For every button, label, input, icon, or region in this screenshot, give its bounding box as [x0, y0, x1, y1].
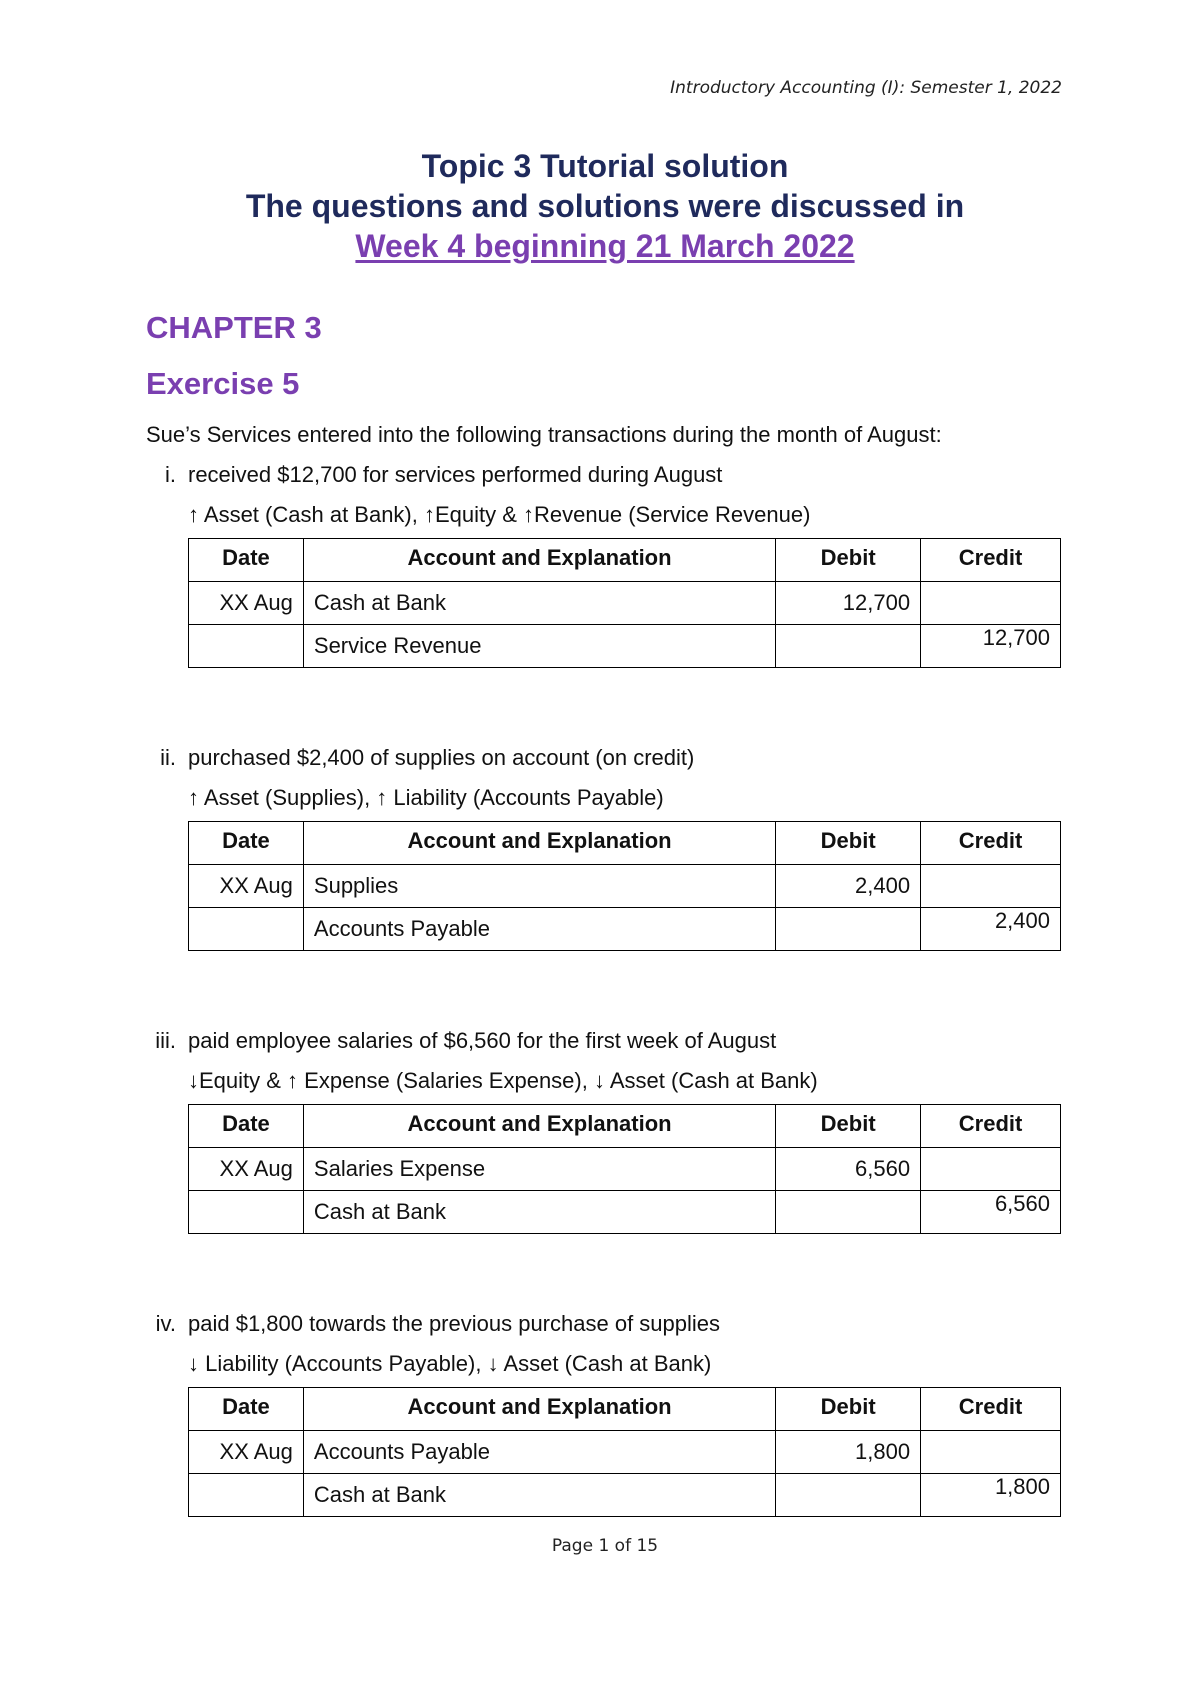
cell-credit — [921, 1148, 1061, 1191]
page-footer: Page 1 of 15 — [551, 1536, 659, 1556]
transaction-description — [146, 462, 1076, 488]
header-debit: Debit — [776, 1105, 921, 1148]
title-main: Topic 3 Tutorial solution — [421, 148, 789, 184]
table-row — [189, 1431, 1061, 1474]
cell-date: XX Aug — [189, 582, 304, 625]
cell-date — [189, 625, 304, 668]
header-date: Date — [189, 822, 304, 865]
cell-debit: 2,400 — [776, 865, 921, 908]
header-account: Account and Explanation — [303, 539, 775, 582]
cell-account: Salaries Expense — [303, 1148, 775, 1191]
table-row — [189, 908, 1061, 951]
transaction-number: iii. — [155, 1028, 176, 1053]
header-credit: Credit — [921, 539, 1061, 582]
cell-credit — [921, 865, 1061, 908]
running-header: Introductory Accounting (I): Semester 1, 2022 — [670, 78, 1062, 98]
header-debit: Debit — [776, 822, 921, 865]
header-debit: Debit — [776, 1388, 921, 1431]
header-credit: Credit — [921, 1105, 1061, 1148]
table-row — [189, 582, 1061, 625]
cell-account: Supplies — [303, 865, 775, 908]
transaction-effect: ↓ Liability (Accounts Payable), ↓ Asset (Cash at Bank) — [188, 1351, 712, 1376]
cell-credit: 1,800 — [921, 1474, 1061, 1517]
cell-credit: 6,560 — [921, 1191, 1061, 1234]
cell-credit: 2,400 — [921, 908, 1061, 951]
transaction-effect: ↑ Asset (Supplies), ↑ Liability (Accounts Payable) — [188, 785, 664, 810]
title-subtitle: The questions and solutions were discussed in — [245, 188, 965, 224]
header-credit: Credit — [921, 1388, 1061, 1431]
table-row — [189, 1148, 1061, 1191]
cell-credit — [921, 582, 1061, 625]
transaction-effect: ↓Equity & ↑ Expense (Salaries Expense), ↓ Asset (Cash at Bank) — [188, 1068, 818, 1093]
intro-text: Sue’s Services entered into the following transactions during the month of August: — [146, 422, 942, 447]
table-header-row — [189, 822, 1061, 865]
title-week-link[interactable]: Week 4 beginning 21 March 2022 — [355, 228, 855, 264]
cell-account: Accounts Payable — [303, 1431, 775, 1474]
table-row — [189, 865, 1061, 908]
cell-account: Cash at Bank — [303, 1474, 775, 1517]
cell-date — [189, 908, 304, 951]
cell-debit: 12,700 — [776, 582, 921, 625]
transaction-block — [146, 1311, 1076, 1517]
transaction-description — [146, 1311, 1076, 1337]
transaction-block — [146, 1028, 1076, 1234]
cell-date: XX Aug — [189, 1431, 304, 1474]
cell-credit — [921, 1431, 1061, 1474]
cell-account: Accounts Payable — [303, 908, 775, 951]
cell-account: Service Revenue — [303, 625, 775, 668]
header-debit: Debit — [776, 539, 921, 582]
cell-account: Cash at Bank — [303, 1191, 775, 1234]
transaction-block — [146, 462, 1076, 668]
transaction-block — [146, 745, 1076, 951]
cell-date — [189, 1191, 304, 1234]
cell-debit — [776, 1474, 921, 1517]
transaction-number: i. — [165, 462, 176, 487]
cell-account: Cash at Bank — [303, 582, 775, 625]
header-date: Date — [189, 1388, 304, 1431]
header-account: Account and Explanation — [303, 1388, 775, 1431]
transaction-text: paid employee salaries of $6,560 for the first week of August — [188, 1028, 777, 1053]
header-date: Date — [189, 539, 304, 582]
journal-table — [188, 821, 1061, 951]
journal-table — [188, 1104, 1061, 1234]
chapter-heading: CHAPTER 3 — [146, 310, 322, 345]
cell-date: XX Aug — [189, 865, 304, 908]
transaction-text: received $12,700 for services performed during August — [188, 462, 723, 487]
cell-date: XX Aug — [189, 1148, 304, 1191]
table-row — [189, 1191, 1061, 1234]
header-account: Account and Explanation — [303, 1105, 775, 1148]
transaction-number: iv. — [155, 1311, 176, 1336]
transaction-number: ii. — [160, 745, 176, 770]
table-row — [189, 625, 1061, 668]
header-account: Account and Explanation — [303, 822, 775, 865]
table-header-row — [189, 1388, 1061, 1431]
transaction-effect: ↑ Asset (Cash at Bank), ↑Equity & ↑Revenue (Service Revenue) — [188, 502, 811, 527]
table-row — [189, 1474, 1061, 1517]
header-credit: Credit — [921, 822, 1061, 865]
table-header-row — [189, 539, 1061, 582]
title-block — [0, 146, 1200, 266]
transaction-text: paid $1,800 towards the previous purchase of supplies — [188, 1311, 721, 1336]
cell-debit — [776, 1191, 921, 1234]
cell-credit: 12,700 — [921, 625, 1061, 668]
cell-debit — [776, 625, 921, 668]
transaction-description — [146, 745, 1076, 771]
cell-debit: 6,560 — [776, 1148, 921, 1191]
transaction-text: purchased $2,400 of supplies on account (on credit) — [188, 745, 695, 770]
header-date: Date — [189, 1105, 304, 1148]
cell-date — [189, 1474, 304, 1517]
exercise-heading: Exercise 5 — [146, 366, 300, 401]
journal-table — [188, 538, 1061, 668]
transaction-description — [146, 1028, 1076, 1054]
cell-debit — [776, 908, 921, 951]
journal-table — [188, 1387, 1061, 1517]
cell-debit: 1,800 — [776, 1431, 921, 1474]
table-header-row — [189, 1105, 1061, 1148]
